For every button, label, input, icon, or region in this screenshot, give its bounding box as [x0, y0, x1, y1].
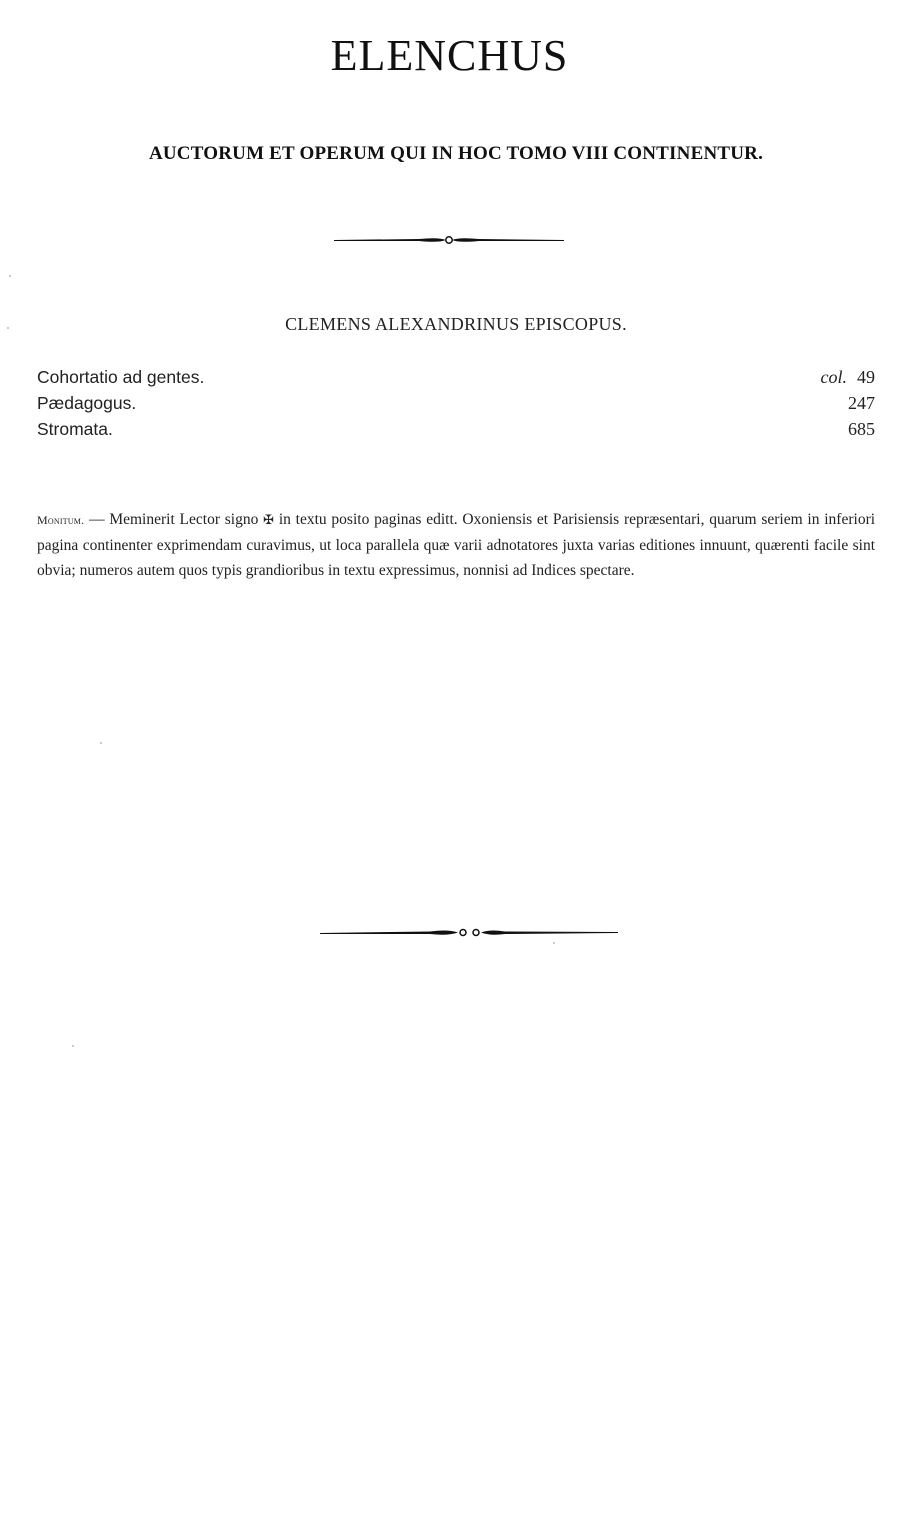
column-number: 247 [848, 393, 875, 413]
editorial-notice [37, 507, 875, 583]
notice-dash: — [89, 511, 105, 528]
paper-speck [553, 942, 555, 944]
list-item [37, 416, 875, 442]
paper-speck [9, 275, 11, 277]
notice-label: Monitum. [37, 513, 85, 527]
bottom-ornament-divider-icon [320, 924, 618, 940]
page-subtitle: AUCTORUM ET OPERUM QUI IN HOC TOMO VIII CONTINENTUR. [148, 143, 764, 164]
notice-text-rest: in textu posito paginas editt. Oxoniensis et Parisiensis repræsentari, quarum seriem in inferiori pagina continenter exprimendam curavimus, ut loca parallela quæ varii adnotatores juxta varias editiones innuunt, quærenti facile sint obvia; numeros autem quos typis grandioribus in textu expressimus, nonnisi ad Indices spectare. [37, 511, 876, 579]
notice-text-start: Meminerit Lector signo [109, 511, 259, 528]
work-title: Stromata. [37, 419, 113, 439]
column-reference [821, 364, 876, 390]
top-ornament-divider-icon [334, 232, 564, 248]
list-item [37, 390, 875, 416]
column-number: 49 [857, 367, 875, 387]
list-item [37, 364, 875, 390]
page-title: ELENCHUS [330, 31, 569, 80]
work-title: Cohortatio ad gentes. [37, 367, 205, 387]
paper-speck [7, 327, 9, 329]
paper-speck [72, 1045, 74, 1047]
column-label: col. [820, 367, 847, 387]
contents-list [37, 364, 875, 442]
paper-speck [100, 742, 102, 744]
column-number: 685 [848, 419, 875, 439]
cross-sign-icon: ✠ [263, 513, 275, 528]
work-title: Pædagogus. [37, 393, 137, 413]
author-heading: CLEMENS ALEXANDRINUS EPISCOPUS. [285, 314, 627, 334]
